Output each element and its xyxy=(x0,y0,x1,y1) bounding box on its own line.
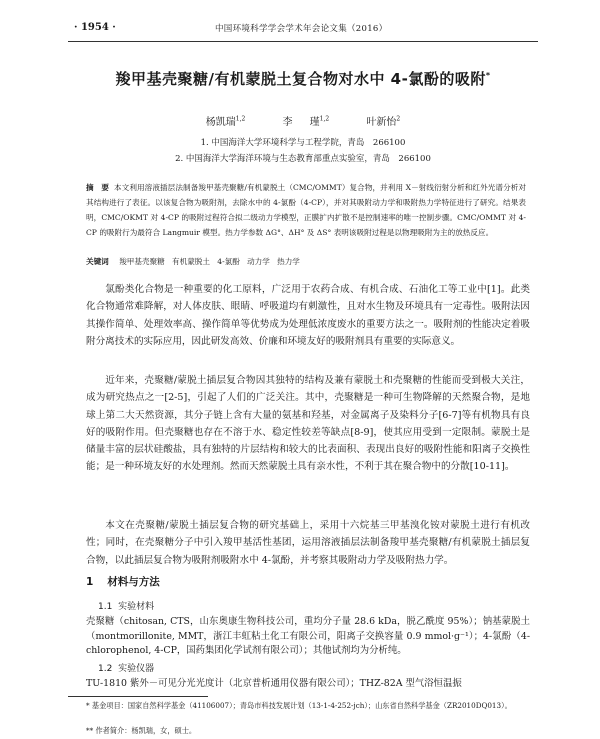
subsection-title: 实验材料 xyxy=(118,602,155,612)
keyword: 热力学 xyxy=(277,257,300,266)
materials-paragraph: 壳聚糖（chitosan, CTS，山东奥康生物科技公司，重均分子量 28.6 kDa，脱乙酰度 95%）；钠基蒙脱土（montmorillonite, MMT，浙江丰虹粘土化工有限公司，阳离子交换容量 0.9 mmol·g⁻¹）；4-氯酚（4-chlorophenol, 4-CP，国药集团化学试剂有限公司）；其他试剂均为分析纯。 xyxy=(86,616,530,656)
section-title: 材料与方法 xyxy=(107,576,160,588)
header-divider xyxy=(68,41,538,42)
footnote-funding: * 基金项目：国家自然科学基金（41106007）；青岛市科技发展计划（13-1-4-252-jch）；山东省自然科学基金（ZR2010DQ013）。 xyxy=(86,701,512,710)
subsection-heading-1-1 xyxy=(98,599,154,612)
running-title: 中国环境科学学会学术年会论文集（2016） xyxy=(215,24,388,34)
abstract-label: 摘 要 xyxy=(86,183,110,192)
keywords-label: 关键词 xyxy=(86,257,109,266)
page-header xyxy=(0,0,600,40)
affiliation-2: 2. 中国海洋大学海洋环境与生态教育部重点实验室，青岛 266100 xyxy=(175,154,431,164)
abstract xyxy=(86,180,526,240)
author-list xyxy=(68,113,538,128)
instruments-paragraph: TU-1810 紫外－可见分光光度计（北京普析通用仪器有限公司）；THZ-82A 型气浴恒温振 xyxy=(86,678,462,689)
subsection-number: 1.2 xyxy=(98,664,113,674)
affiliation-1: 1. 中国海洋大学环境科学与工程学院，青岛 266100 xyxy=(200,138,406,148)
keyword: 羧甲基壳聚糖 xyxy=(119,257,165,266)
author: 杨凯瑞$^{1,2}$ xyxy=(205,115,246,128)
subsection-heading-1-2 xyxy=(98,661,154,674)
footnote-divider xyxy=(68,696,208,697)
keyword: 4-氯酚 xyxy=(217,257,240,266)
intro-paragraph-2: 近年来，壳聚糖/蒙脱土插层复合物因其独特的结构及兼有蒙脱土和壳聚糖的性能而受到极大关注，成为研究热点之一[2-5]，引起了人们的广泛关注。其中，壳聚糖是一种可生物降解的天然聚合物，是地球上第二大天然资源，其分子链上含有大量的氨基和羟基，对金属离子及染料分子[6-7]等有机物具有良好的吸附作用。但壳聚糖也存在不溶于水、稳定性较差等缺点[8-9]，使其应用受到一定限制。蒙脱土是储量丰富的层状硅酸盐，具有独特的片层结构和较大的比表面积、表现出良好的吸附性能和阳离子交换性能；是一种环境友好的水处理剂。然而天然蒙脱土具有亲水性，不利于其在聚合物中的分散[10-11]。 xyxy=(86,375,530,473)
section-number: 1 xyxy=(86,576,94,588)
intro-paragraph-3: 本文在壳聚糖/蒙脱土插层复合物的研究基础上，采用十六烷基三甲基溴化铵对蒙脱土进行有机改性；同时，在壳聚糖分子中引入羧甲基活性基团，运用溶液插层法制备羧甲基壳聚糖/有机蒙脱土插层复合物，以此插层复合物为吸附剂吸附水中 4-氯酚，并考察其吸附动力学及吸附热力学。 xyxy=(86,520,530,566)
paper-title-text: 羧甲基壳聚糖/有机蒙脱土复合物对水中 4-氯酚的吸附 xyxy=(115,70,486,88)
footnote-author: ** 作者简介：杨凯瑞，女，硕士。 xyxy=(86,726,197,735)
intro-paragraph-1: 氯酚类化合物是一种重要的化工原料，广泛用于农药合成、有机合成、石油化工等工业中[1]。此类化合物通常难降解，对人体皮肤、眼睛、呼吸道均有刺激性，且对水生物及环境具有一定毒性。吸附法因其操作简单、处理效率高、操作简单等优势成为处理低浓度废水的重要方法之一。吸附剂的性能决定着吸附分离技术的实际应用，因此研发高效、价廉和环境友好的吸附剂具有重要的实际意义。 xyxy=(86,284,530,347)
page-number: · 1954 · xyxy=(74,22,116,33)
author: 叶新怡$^2$ xyxy=(366,115,401,128)
keyword: 动力学 xyxy=(247,257,270,266)
section-heading-1 xyxy=(86,574,160,589)
subsection-title: 实验仪器 xyxy=(118,664,155,674)
abstract-text: 本文利用溶液插层法制备羧甲基壳聚糖/有机蒙脱土（CMC/OMMT）复合物，并利用 X－射线衍射分析和红外光谱分析对其结构进行了表征。以该复合物为吸附剂，去除水中的 4-氯酚（4-CP），并对其吸附动力学和吸附热力学特征进行了研究。结果表明，CMC/OKMT 对 4-CP 的吸附过程符合拟二级动力学模型，正膜扩内扩散不是控制速率的唯一控制步骤。CMC/OMMT 对 4-CP 的吸附行为最符合 Langmuir 模型。热力学参数 ΔG°、ΔH° 及 ΔS° 表明该吸附过程是以物理吸附为主的放热反应。 xyxy=(86,183,527,237)
subsection-number: 1.1 xyxy=(98,602,113,612)
author: 李 瑾$^{1,2}$ xyxy=(282,115,330,128)
title-footnote-marker: * xyxy=(485,71,491,80)
keyword: 有机蒙脱土 xyxy=(172,257,210,266)
keywords xyxy=(86,256,526,267)
paper-title xyxy=(68,68,538,89)
